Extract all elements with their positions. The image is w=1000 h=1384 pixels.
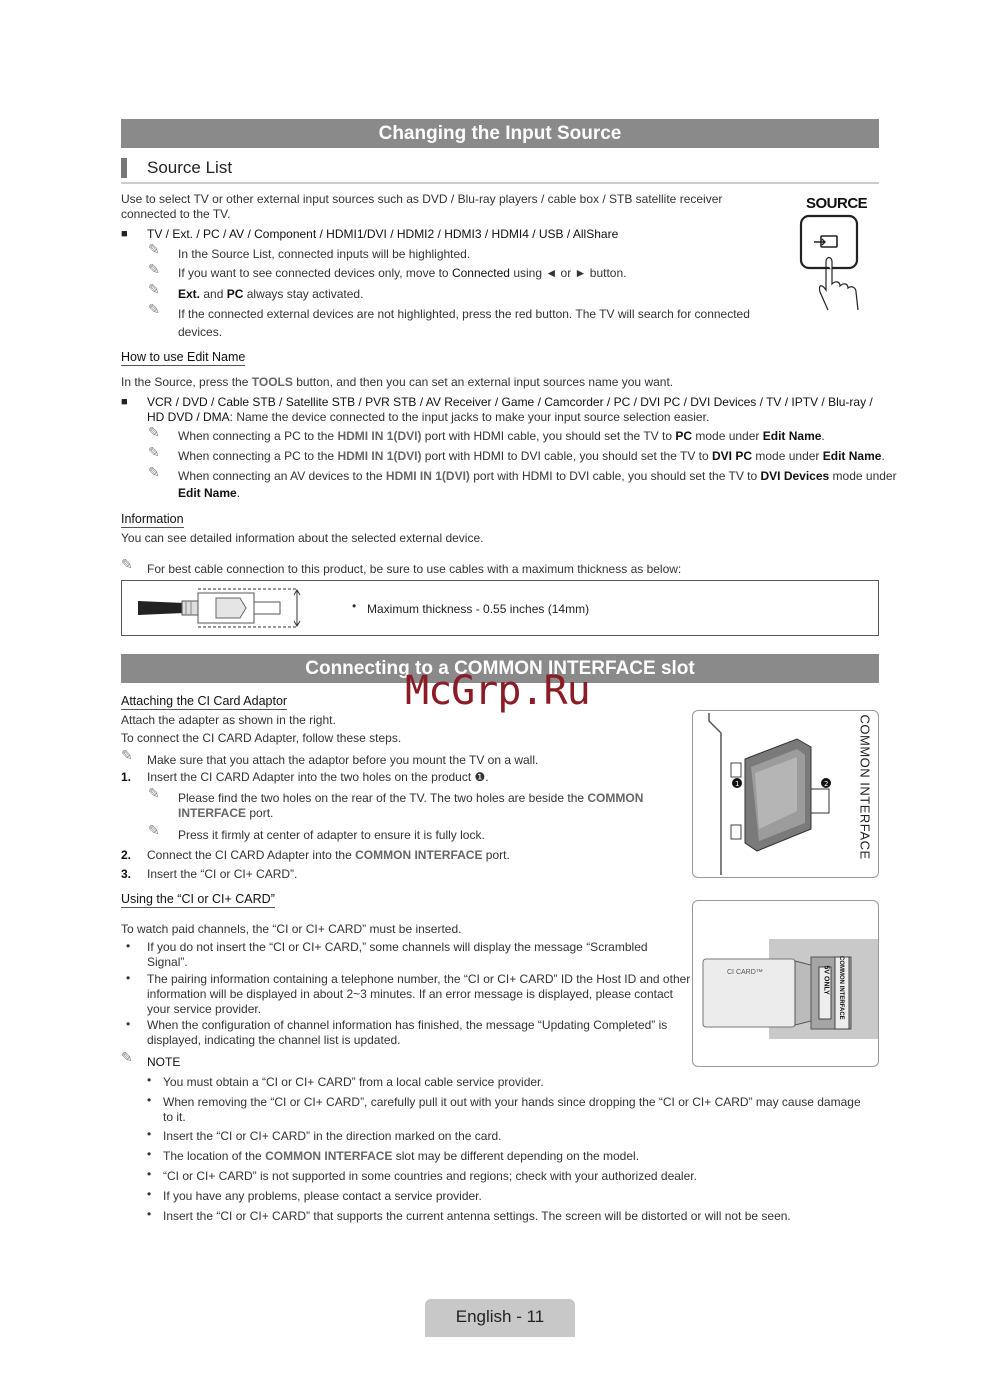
text: . xyxy=(821,429,825,443)
common-interface-vertical-label: COMMON INTERFACE xyxy=(857,714,873,860)
note-item-1: You must obtain a “CI or CI+ CARD” from a local cable service provider. xyxy=(163,1075,544,1089)
note-pencil-icon: ✎ xyxy=(148,785,160,801)
note-item-3: Insert the “CI or CI+ CARD” in the direction marked on the card. xyxy=(163,1129,502,1143)
edit-note-dvi-devices xyxy=(178,469,897,484)
using-bullet-3a: When the configuration of channel information has finished, the message “Updating Completed” is xyxy=(147,1018,668,1032)
note-pencil-icon: ✎ xyxy=(121,1049,133,1065)
text: mode under xyxy=(692,429,763,443)
bullet-icon: • xyxy=(126,971,131,985)
port-name: COMMON INTERFACE xyxy=(265,1149,393,1163)
note-text: and xyxy=(200,287,227,301)
note-text: If you want to see connected devices only, move to xyxy=(178,266,452,280)
bullet-icon: • xyxy=(147,1187,152,1201)
mode-name: DVI Devices xyxy=(760,469,830,483)
section-title-common-interface: Connecting to a COMMON INTERFACE slot xyxy=(121,654,879,683)
step-number: 2. xyxy=(121,848,132,862)
port-name: HDMI IN 1(DVI) xyxy=(385,469,470,483)
note-connected xyxy=(178,266,626,281)
note-highlighted: In the Source List, connected inputs will be highlighted. xyxy=(178,247,471,261)
menu-name: Edit Name xyxy=(762,429,822,443)
note-pencil-icon: ✎ xyxy=(148,301,160,317)
step-number: 3. xyxy=(121,867,132,881)
ci-adapter-figure xyxy=(692,710,879,878)
text: When connecting a PC to the xyxy=(178,449,338,463)
note-bold: Ext. xyxy=(178,287,201,301)
note-always-active xyxy=(178,287,363,302)
bullet-icon: • xyxy=(126,1017,131,1031)
using-bullet-2a: The pairing information containing a telephone number, the “CI or CI+ CARD” ID the Host ID and other xyxy=(147,972,691,986)
note-item-6: If you have any problems, please contact a service provider. xyxy=(163,1189,482,1203)
ci-card-label: CI CARD™ xyxy=(727,969,763,976)
text: port. xyxy=(482,848,510,862)
note-pencil-icon: ✎ xyxy=(148,822,160,838)
note-item-2a: When removing the “CI or CI+ CARD”, carefully pull it out with your hands since dropping the “CI or CI+ CARD” may cause damage xyxy=(163,1095,861,1109)
text: slot may be different depending on the model. xyxy=(392,1149,640,1163)
note-pencil-icon: ✎ xyxy=(148,261,160,277)
step-1-text: Insert the CI CARD Adapter into the two holes on the product ❶. xyxy=(147,770,489,784)
step-1-note-1 xyxy=(178,791,643,806)
step-1-note-2: Press it firmly at center of adapter to ensure it is fully lock. xyxy=(178,828,485,842)
mode-name: PC xyxy=(675,429,693,443)
port-name: HDMI IN 1(DVI) xyxy=(337,429,422,443)
using-bullet-1b: Signal”. xyxy=(147,955,188,969)
note-text: using ◄ or ► button. xyxy=(509,266,627,280)
bullet-icon: • xyxy=(147,1073,152,1087)
menu-name: Edit Name xyxy=(178,486,237,500)
text: When connecting an AV devices to the xyxy=(178,469,386,483)
cable-plug-icon xyxy=(136,587,316,629)
note-item-4 xyxy=(163,1149,639,1164)
bullet-icon: • xyxy=(147,1127,152,1141)
text: : Name the device connected to the input jacks to make your input source selection easier. xyxy=(229,410,710,424)
attach-line-1: Attach the adapter as shown in the right. xyxy=(121,713,336,727)
note-bold: Connected xyxy=(451,266,510,280)
note-red-button-1: If the connected external devices are not highlighted, press the red button. The TV will search for connected xyxy=(178,307,750,321)
ci-adapter-illustration xyxy=(693,711,878,877)
edit-note-dvi-devices-2 xyxy=(178,486,240,501)
tools-button-name: TOOLS xyxy=(251,375,293,389)
cable-note: For best cable connection to this product, be sure to use cables with a maximum thickness as below: xyxy=(147,562,682,576)
note-pencil-icon: ✎ xyxy=(148,444,160,460)
mode-name: DVI PC xyxy=(712,449,753,463)
common-interface-slot-label: COMMON INTERFACE xyxy=(838,956,844,1020)
note-item-5: “CI or CI+ CARD” is not supported in some countries and regions; check with your authorized dealer. xyxy=(163,1169,697,1183)
edit-name-list-1: VCR / DVD / Cable STB / Satellite STB / PVR STB / AV Receiver / Game / Camcorder / PC / DVI PC / DVI Devices / TV / IPTV / Blu-ray / xyxy=(147,395,873,409)
heading-edit-name: How to use Edit Name xyxy=(121,350,246,364)
text: mode under xyxy=(829,469,897,483)
step-1-note-1b xyxy=(178,806,273,821)
note-pencil-icon: ✎ xyxy=(148,281,160,297)
heading-attaching-ci: Attaching the CI Card Adaptor xyxy=(121,694,288,708)
edit-note-dvi-pc xyxy=(178,449,885,464)
note-pencil-icon: ✎ xyxy=(148,241,160,257)
edit-note-pc xyxy=(178,429,825,444)
cable-thickness-box xyxy=(121,580,879,636)
source-button-hand-icon xyxy=(796,212,868,312)
square-bullet-icon: ■ xyxy=(121,396,128,408)
max-thickness-text: Maximum thickness - 0.55 inches (14mm) xyxy=(367,602,590,616)
ci-card-figure xyxy=(692,900,879,1067)
text: HD DVD / DMA xyxy=(147,410,230,424)
text: . xyxy=(236,486,241,500)
text: In the Source, press the xyxy=(121,375,252,389)
note-label: NOTE xyxy=(147,1055,181,1069)
port-name: COMMON xyxy=(587,791,644,805)
intro-line-2: connected to the TV. xyxy=(121,207,231,221)
text: button, and then you can set an external input sources name you want. xyxy=(292,375,674,389)
note-item-7: Insert the “CI or CI+ CARD” that supports the current antenna settings. The screen will be distorted or will not be seen. xyxy=(163,1209,791,1223)
subheading-marker xyxy=(121,158,127,178)
subheading-text: Source List xyxy=(147,158,233,177)
using-bullet-3b: displayed, indicating the channel list is updated. xyxy=(147,1033,401,1047)
ci-card-illustration xyxy=(693,901,878,1066)
attach-line-2: To connect the CI CARD Adapter, follow these steps. xyxy=(121,731,402,745)
text: Connect the CI CARD Adapter into the xyxy=(147,848,356,862)
text: . xyxy=(881,449,885,463)
page-footer-label: English - 11 xyxy=(425,1299,575,1337)
port-name: COMMON INTERFACE xyxy=(355,848,483,862)
port-name: HDMI IN 1(DVI) xyxy=(337,449,422,463)
text: When connecting a PC to the xyxy=(178,429,338,443)
five-volt-label: 5V ONLY xyxy=(822,965,830,995)
note-pencil-icon: ✎ xyxy=(148,424,160,440)
bullet-icon: • xyxy=(352,599,357,613)
intro-line-1: Use to select TV or other external input sources such as DVD / Blu-ray players / cable box / STB satellite receiver xyxy=(121,192,723,206)
source-list-items: TV / Ext. / PC / AV / Component / HDMI1/DVI / HDMI2 / HDMI3 / HDMI4 / USB / AllShare xyxy=(147,227,619,241)
note-item-2b: to it. xyxy=(163,1110,186,1124)
watermark-text: McGrp.Ru xyxy=(405,668,590,714)
text: port with HDMI to DVI cable, you should set the TV to xyxy=(469,469,761,483)
using-intro: To watch paid channels, the “CI or CI+ CARD” must be inserted. xyxy=(121,922,462,936)
step-2-text xyxy=(147,848,510,863)
subheading-source-list xyxy=(121,158,879,184)
bullet-icon: • xyxy=(147,1147,152,1161)
bullet-icon: • xyxy=(147,1093,152,1107)
information-text: You can see detailed information about the selected external device. xyxy=(121,531,484,545)
using-bullet-2b: information will be displayed in about 2~3 minutes. If an error message is displayed, please contact xyxy=(147,987,673,1001)
using-bullet-2c: your service provider. xyxy=(147,1002,262,1016)
note-pencil-icon: ✎ xyxy=(121,747,133,763)
svg-text:1: 1 xyxy=(735,780,740,788)
edit-name-list-2 xyxy=(147,410,709,425)
port-name: INTERFACE xyxy=(178,806,247,820)
note-red-button-2: devices. xyxy=(178,325,223,339)
svg-text:2: 2 xyxy=(824,780,829,788)
bullet-icon: • xyxy=(147,1167,152,1181)
text: The location of the xyxy=(163,1149,266,1163)
step-number: 1. xyxy=(121,770,132,784)
menu-name: Edit Name xyxy=(822,449,882,463)
note-text: always stay activated. xyxy=(243,287,364,301)
source-button-label: SOURCE xyxy=(806,195,868,212)
text: mode under xyxy=(752,449,823,463)
text: port with HDMI cable, you should set the TV to xyxy=(421,429,676,443)
using-bullet-1a: If you do not insert the “CI or CI+ CARD,” some channels will display the message “Scrambled xyxy=(147,940,648,954)
text: Please find the two holes on the rear of the TV. The two holes are beside the xyxy=(178,791,588,805)
section-title-input-source: Changing the Input Source xyxy=(121,119,879,148)
edit-name-intro xyxy=(121,375,673,390)
step-3-text: Insert the “CI or CI+ CARD”. xyxy=(147,867,298,881)
heading-using-ci: Using the “CI or CI+ CARD” xyxy=(121,892,275,906)
note-pencil-icon: ✎ xyxy=(121,556,133,572)
heading-information: Information xyxy=(121,512,184,526)
square-bullet-icon: ■ xyxy=(121,228,128,240)
text: port with HDMI to DVI cable, you should set the TV to xyxy=(421,449,713,463)
bullet-icon: • xyxy=(126,939,131,953)
note-pencil-icon: ✎ xyxy=(148,464,160,480)
attach-wall-note: Make sure that you attach the adaptor before you mount the TV on a wall. xyxy=(147,753,539,767)
note-bold: PC xyxy=(226,287,244,301)
bullet-icon: • xyxy=(147,1207,152,1221)
text: port. xyxy=(246,806,274,820)
